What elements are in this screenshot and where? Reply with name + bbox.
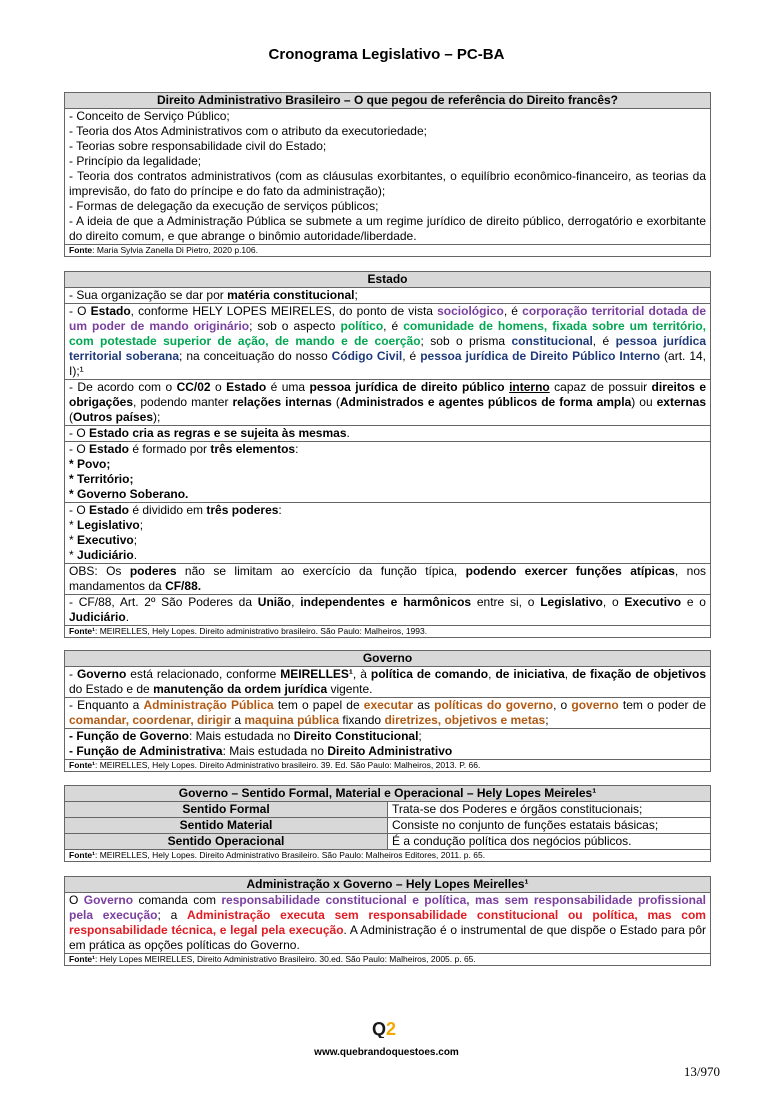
block-estado — [64, 271, 711, 638]
block-body — [65, 109, 711, 245]
row-label: Sentido Material — [65, 818, 388, 834]
estado-row-2: - O Estado, conforme HELY LOPES MEIRELES, do ponto de vista sociológico, é corporação territorial dotada de um poder de mando originário; sob o aspecto político, é comunidade de homens, fixada sobre um território, com potestade superior de ação, de mando e de coerção; sob o prisma constitucional, é pessoa jurídica territorial soberana; na conceituação do nosso Código Civil, é pessoa jurídica de Direito Público Interno (art. 14, I);¹ — [65, 304, 711, 380]
table-row — [65, 818, 711, 834]
row-text: Trata-se dos Poderes e órgãos constitucionais; — [388, 802, 711, 818]
source-note: Fonte¹: Hely Lopes MEIRELLES, Direito Administrativo Brasileiro. 30.ed. São Paulo: Malheiros, 2005. p. 65. — [65, 954, 711, 966]
list-item: - Teoria dos contratos administrativos (com as cláusulas exorbitantes, o equilíbrio econômico-financeiro, as teorias da imprevisão, do fato do príncipe e do fato da administração); — [69, 169, 706, 198]
estado-row-3: - De acordo com o CC/02 o Estado é uma pessoa jurídica de direito público interno capaz de possuir direitos e obrigações, podendo manter relações internas (Administrados e agentes públicos de forma ampla) ou externas (Outros países); — [65, 380, 711, 426]
adm-governo-text: O Governo comanda com responsabilidade constitucional e política, mas sem responsabilidade profissional pela execução; a Administração executa sem responsabilidade constitucional ou política, mas com responsabilidade técnica, e legal pela execução. A Administração é o instrumental de que dispõe o Estado para pôr em prática as opções políticas do Governo. — [65, 893, 711, 954]
page-number: 13/970 — [683, 1064, 720, 1079]
table-row — [65, 834, 711, 850]
estado-row-5: - O Estado é formado por três elementos: * Povo; * Território; * Governo Soberano. — [65, 442, 711, 503]
block-sentidos — [64, 785, 711, 862]
block-header: Governo – Sentido Formal, Material e Operacional – Hely Lopes Meireles¹ — [65, 786, 711, 802]
source-note: Fonte¹: MEIRELLES, Hely Lopes. Direito Administrativo Brasileiro. São Paulo: Malheiros Editores, 2011. p. 65. — [65, 850, 711, 862]
governo-row-2: - Enquanto a Administração Pública tem o papel de executar as políticas do governo, o governo tem o poder de comandar, coordenar, dirigir a maquina pública fixando diretrizes, objetivos e metas; — [65, 698, 711, 729]
estado-row-1: - Sua organização se dar por matéria constitucional; — [65, 288, 711, 304]
governo-row-3: - Função de Governo: Mais estudada no Direito Constitucional; - Função de Administrativa: Mais estudada no Direito Administrativo — [65, 729, 711, 760]
table-row — [65, 802, 711, 818]
block-direito-frances — [64, 92, 711, 257]
source-note: Fonte¹: MEIRELLES, Hely Lopes. Direito Administrativo brasileiro. 39. Ed. São Paulo: Malheiros, 2013. P. 66. — [65, 760, 711, 772]
row-label: Sentido Formal — [65, 802, 388, 818]
block-adm-governo — [64, 876, 711, 966]
list-item: - Conceito de Serviço Público; — [69, 109, 230, 123]
quebrando-questoes-logo — [372, 1018, 402, 1038]
logo-q: Q — [372, 1019, 387, 1038]
list-item: - Princípio da legalidade; — [69, 154, 202, 168]
estado-row-7: OBS: Os poderes não se limitam ao exercício da função típica, podendo exercer funções atípicas, nos mandamentos da CF/88. — [65, 564, 711, 595]
block-header: Direito Administrativo Brasileiro – O que pegou de referência do Direito francês? — [65, 93, 711, 109]
website-link[interactable]: www.quebrandoquestoes.com — [314, 1047, 459, 1058]
block-header: Governo — [65, 651, 711, 667]
source-note: Fonte¹: MEIRELLES, Hely Lopes. Direito administrativo brasileiro. São Paulo: Malheiros, 1993. — [65, 626, 711, 638]
page-title: Cronograma Legislativo – PC-BA — [268, 46, 505, 63]
estado-row-6: - O Estado é dividido em três poderes: * Legislativo; * Executivo; * Judiciário. — [65, 503, 711, 564]
row-label: Sentido Operacional — [65, 834, 388, 850]
list-item: - Teorias sobre responsabilidade civil do Estado; — [69, 139, 327, 153]
list-item: - Teoria dos Atos Administrativos com o atributo da executoriedade; — [69, 124, 427, 138]
source-note: Fonte: Maria Sylvia Zanella Di Pietro, 2020 p.106. — [65, 245, 711, 257]
block-governo — [64, 650, 711, 772]
list-item: - A ideia de que a Administração Pública se submete a um regime jurídico de direito público, derrogatório e exorbitante do direito comum, e que abrange o binômio autoridade/liberdade. — [69, 214, 706, 243]
estado-row-4: - O Estado cria as regras e se sujeita às mesmas. — [65, 426, 711, 442]
list-item: - Formas de delegação da execução de serviços públicos; — [69, 199, 379, 213]
block-header: Administração x Governo – Hely Lopes Meirelles¹ — [65, 877, 711, 893]
estado-row-8: - CF/88, Art. 2º São Poderes da União, independentes e harmônicos entre si, o Legislativo, o Executivo e o Judiciário. — [65, 595, 711, 626]
logo-2: 2 — [386, 1019, 397, 1038]
governo-row-1: - Governo está relacionado, conforme MEIRELLES¹, à política de comando, de iniciativa, de fixação de objetivos do Estado e de manutenção da ordem jurídica vigente. — [65, 667, 711, 698]
row-text: É a condução política dos negócios públicos. — [388, 834, 711, 850]
row-text: Consiste no conjunto de funções estatais básicas; — [388, 818, 711, 834]
block-header: Estado — [65, 272, 711, 288]
